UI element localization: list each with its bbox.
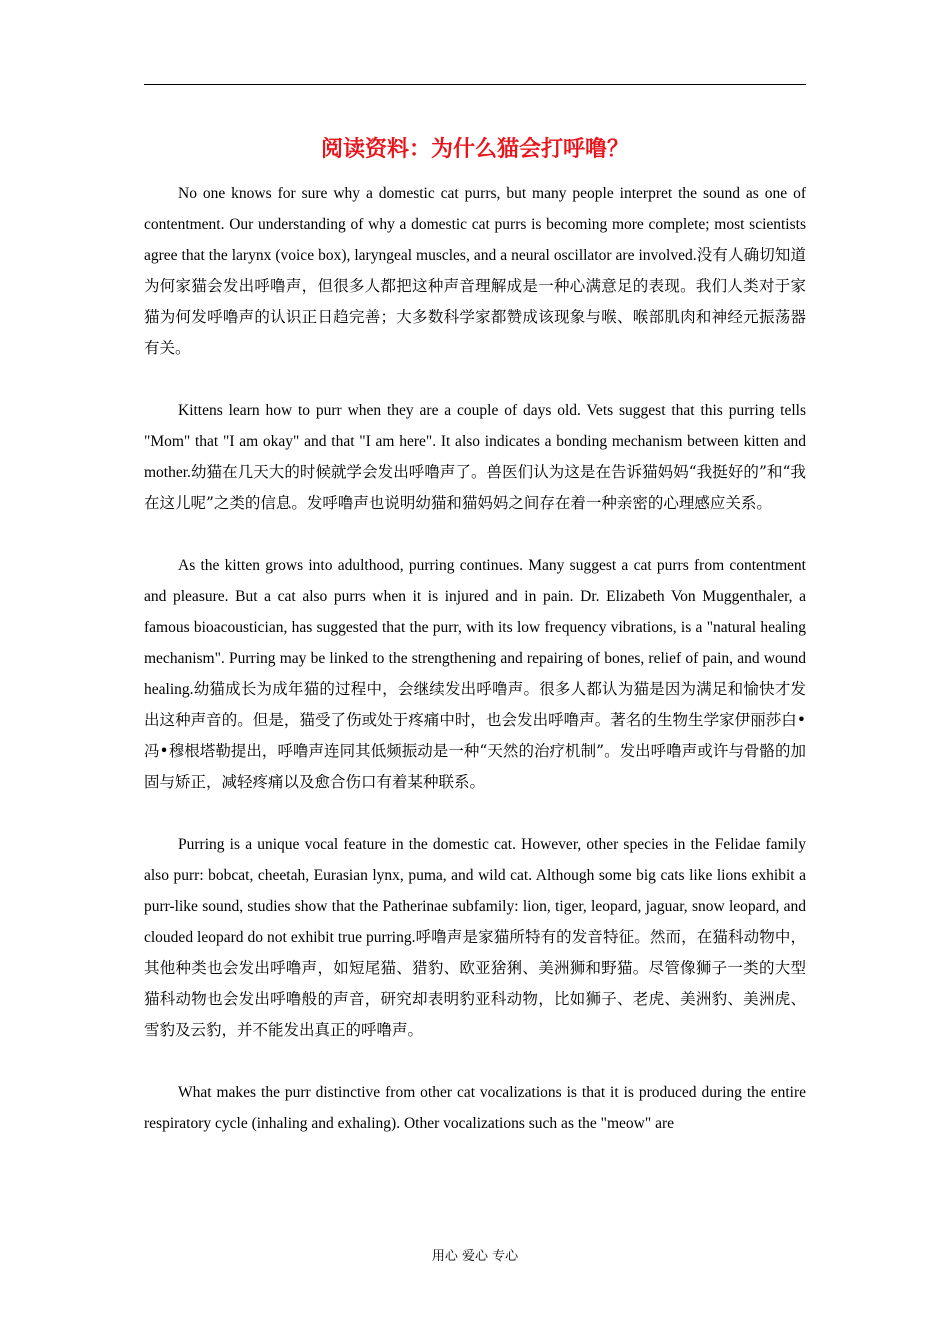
document-body	[144, 178, 806, 1208]
paragraph-3	[144, 550, 806, 798]
header-rule	[144, 84, 806, 85]
paragraph-4-english: Purring is a unique vocal feature in the domestic cat. However, other species in the Felidae family also purr: bobcat, cheetah, Eurasian lynx, puma, and wild cat. Although some big cats like lions exhibit a purr-like sound, studies show that the Patherinae subfamily: lion, tiger, leopard, jaguar, snow leopard, and clouded leopard do not exhibit true purring.	[144, 836, 806, 946]
paragraph-1	[144, 178, 806, 364]
paragraph-2-chinese: 幼猫在几天大的时候就学会发出呼噜声了。兽医们认为这是在告诉猫妈妈“我挺好的”和“我在这儿呢”之类的信息。发呼噜声也说明幼猫和猫妈妈之间存在着一种亲密的心理感应关系。	[144, 463, 806, 512]
paragraph-3-chinese: 幼猫成长为成年猫的过程中，会继续发出呼噜声。很多人都认为猫是因为满足和愉快才发出这种声音的。但是，猫受了伤或处于疼痛中时，也会发出呼噜声。著名的生物生学家伊丽莎白•冯•穆根塔勒提出，呼噜声连同其低频振动是一种“天然的治疗机制”。发出呼噜声或许与骨骼的加固与矫正，减轻疼痛以及愈合伤口有着某种联系。	[144, 680, 806, 791]
paragraph-1-english: No one knows for sure why a domestic cat purrs, but many people interpret the sound as one of contentment. Our understanding of why a domestic cat purrs is becoming more complete; most scientists agree that the larynx (voice box), laryngeal muscles, and a neural oscillator are involved.	[144, 185, 806, 264]
paragraph-3-english: As the kitten grows into adulthood, purring continues. Many suggest a cat purrs from contentment and pleasure. But a cat also purrs when it is injured and in pain. Dr. Elizabeth Von Muggenthaler, a famous bioacoustician, has suggested that the purr, with its low frequency vibrations, is a "natural healing mechanism". Purring may be linked to the strengthening and repairing of bones, relief of pain, and wound healing.	[144, 557, 806, 698]
paragraph-4-chinese: 呼噜声是家猫所特有的发音特征。然而，在猫科动物中，其他种类也会发出呼噜声，如短尾猫、猎豹、欧亚猞猁、美洲狮和野猫。尽管像狮子一类的大型猫科动物也会发出呼噜般的声音，研究却表明豹亚科动物，比如狮子、老虎、美洲豹、美洲虎、雪豹及云豹，并不能发出真正的呼噜声。	[144, 928, 806, 1039]
paragraph-1-chinese: 没有人确切知道为何家猫会发出呼噜声，但很多人都把这种声音理解成是一种心满意足的表现。我们人类对于家猫为何发呼噜声的认识正日趋完善；大多数科学家都赞成该现象与喉、喉部肌肉和神经元振荡器有关。	[144, 246, 806, 357]
paragraph-4	[144, 829, 806, 1046]
page-footer: 用心 爱心 专心	[431, 1249, 519, 1264]
paragraph-2-english: Kittens learn how to purr when they are a couple of days old. Vets suggest that this purring tells "Mom" that "I am okay" and that "I am here". It also indicates a bonding mechanism between kitten and mother.	[144, 402, 806, 481]
paragraph-2	[144, 395, 806, 519]
paragraph-5	[144, 1077, 806, 1139]
document-title: 阅读资料：为什么猫会打呼噜？	[320, 137, 629, 162]
paragraph-5-english: What makes the purr distinctive from other cat vocalizations is that it is produced during the entire respiratory cycle (inhaling and exhaling). Other vocalizations such as the "meow" are	[144, 1084, 806, 1132]
